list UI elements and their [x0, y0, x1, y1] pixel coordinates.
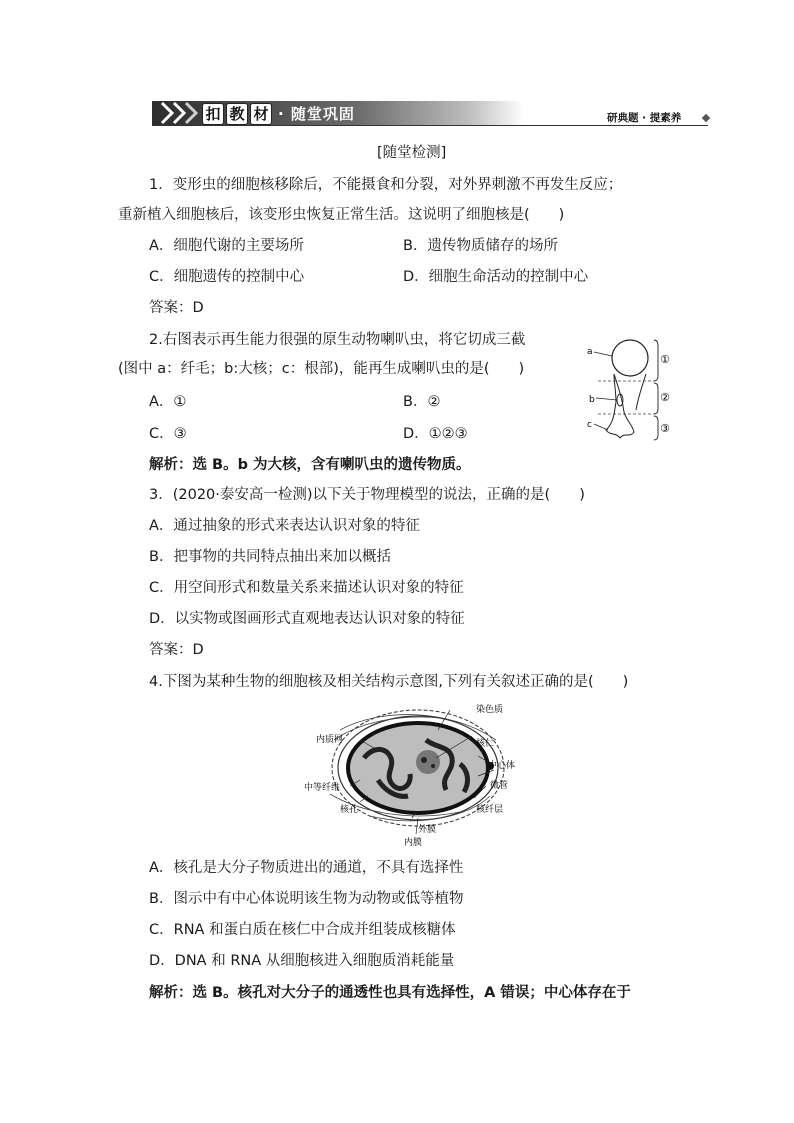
- diamond-icon: [702, 114, 710, 122]
- label-intermediate: 中等纤维: [304, 783, 341, 793]
- q3-option-d: D．以实物或图画形式直观地表达认识对象的特征: [149, 611, 465, 627]
- q1-stem-line1: 1．变形虫的细胞核移除后，不能摄食和分裂，对外界刺激不再发生反应；: [149, 177, 623, 193]
- label-centrosome: 中心体: [488, 761, 516, 771]
- q4-option-a: A．核孔是大分子物质进出的通道，不具有选择性: [149, 860, 464, 876]
- q2-option-c: C．③: [149, 426, 187, 442]
- q1-answer: 答案：D: [149, 300, 204, 316]
- q3-option-b: B．把事物的共同特点抽出来加以概括: [149, 549, 391, 565]
- q3-answer: 答案：D: [149, 642, 204, 658]
- header-right-text: 研典题 · 提素养: [607, 112, 682, 124]
- figure-label-3: ③: [660, 422, 670, 435]
- q1-option-a: A．细胞代谢的主要场所: [149, 238, 304, 254]
- figure-label-b: b: [589, 395, 595, 405]
- q2-stem-line1: 2.右图表示再生能力很强的原生动物喇叭虫，将它切成三截: [149, 332, 526, 348]
- label-microtubule: 微管: [490, 781, 509, 791]
- header-badge-char: 扣: [202, 103, 224, 125]
- q4-stem: 4.下图为某种生物的细胞核及相关结构示意图,下列有关叙述正确的是( ): [149, 674, 629, 690]
- chevron-icon: [160, 101, 204, 125]
- header-rule: [152, 125, 708, 126]
- q3-option-c: C．用空间形式和数量关系来描述认识对象的特征: [149, 580, 464, 596]
- label-inner: 内膜: [404, 838, 423, 848]
- label-er: 内质网: [316, 735, 344, 745]
- q1-stem-line2: 重新植入细胞核后，该变形虫恢复正常生活。这说明了细胞核是( ): [118, 207, 565, 223]
- header-title-rest: · 随堂巩固: [278, 105, 355, 123]
- q1-option-d: D．细胞生命活动的控制中心: [403, 269, 589, 285]
- figure-label-a: a: [587, 347, 593, 357]
- figure-label-c: c: [587, 420, 592, 430]
- header-badge-char: 教: [226, 103, 248, 125]
- q3-stem: 3．(2020·泰安高一检测)以下关于物理模型的说法，正确的是( ): [149, 487, 585, 503]
- label-lamina: 核纤层: [476, 805, 504, 815]
- label-pore: 核孔: [340, 805, 359, 815]
- header-badge-char: 材: [250, 103, 272, 125]
- trumpet-animal-figure: [584, 336, 684, 446]
- q1-option-b: B．遗传物质储存的场所: [403, 238, 558, 254]
- q4-option-c: C．RNA 和蛋白质在核仁中合成并组装成核糖体: [149, 922, 456, 938]
- label-nucleolus: 核仁: [476, 739, 495, 749]
- nucleus-diagram: [300, 700, 530, 850]
- header-title: [202, 103, 355, 125]
- q4-option-d: D．DNA 和 RNA 从细胞核进入细胞质消耗能量: [149, 953, 455, 969]
- q3-option-a: A．通过抽象的形式来表达认识对象的特征: [149, 518, 420, 534]
- label-chromatin: 染色质: [476, 705, 504, 715]
- section-header: [152, 101, 708, 125]
- q2-option-a: A．①: [149, 394, 187, 410]
- q1-option-c: C．细胞遗传的控制中心: [149, 269, 305, 285]
- figure-label-1: ①: [660, 353, 670, 366]
- figure-label-2: ②: [660, 391, 670, 404]
- q2-stem-line2: (图中 a：纤毛；b:大核；c：根部)，能再生成喇叭虫的是( ): [118, 361, 525, 377]
- q2-option-b: B．②: [403, 394, 441, 410]
- label-outer: 外膜: [418, 825, 437, 835]
- section-title: [随堂检测]: [377, 145, 447, 161]
- q2-analysis: 解析：选 B。b 为大核，含有喇叭虫的遗传物质。: [149, 457, 471, 473]
- q4-option-b: B．图示中有中心体说明该生物为动物或低等植物: [149, 891, 464, 907]
- q2-option-d: D．①②③: [403, 426, 468, 442]
- q4-analysis: 解析：选 B。核孔对大分子的通透性也具有选择性，A 错误；中心体存在于: [149, 985, 631, 1001]
